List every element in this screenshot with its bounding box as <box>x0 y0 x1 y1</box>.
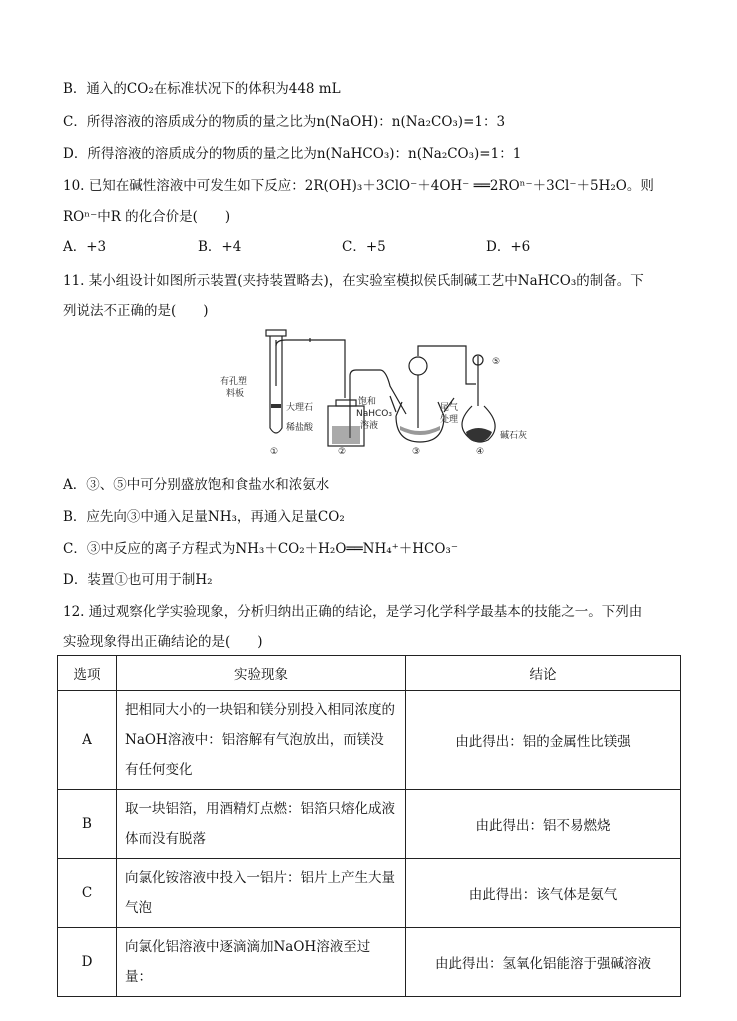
apparatus-diagram <box>210 326 550 462</box>
q9-option-b: B．通入的CO₂在标准状况下的体积为448 mL <box>63 81 341 97</box>
label-sat2: NaHCO₃ <box>356 409 392 419</box>
q10-option-d: D．+6 <box>486 239 531 255</box>
label-acid: 稀盐酸 <box>286 423 314 433</box>
q10-option-a: A．+3 <box>63 239 107 255</box>
q12-stem-line1: 12. 通过观察化学实验现象，分析归纳出正确的结论，是学习化学科学最基本的技能之一。下列由 <box>63 604 643 620</box>
label-sat3: 溶液 <box>360 421 379 431</box>
label-n2: ② <box>338 447 347 457</box>
header-conclusion: 结论 <box>406 656 681 691</box>
table-row <box>58 859 681 928</box>
q11-option-c: C．③中反应的离子方程式为NH₃＋CO₂＋H₂O══NH₄⁺＋HCO₃⁻ <box>63 541 458 557</box>
label-plate: 有孔塑 <box>220 377 248 387</box>
table-row <box>58 928 681 997</box>
row-option: A <box>58 691 117 790</box>
q12-table <box>57 655 681 997</box>
row-conclusion: 由此得出：铝的金属性比镁强 <box>406 691 681 790</box>
q10-stem-line1: 10. 已知在碱性溶液中可发生如下反应：2R(OH)₃＋3ClO⁻＋4OH⁻ ══2ROⁿ⁻＋3Cl⁻＋5H₂O。则 <box>63 178 654 194</box>
row-phenomenon: 把相同大小的一块铝和镁分别投入相同浓度的NaOH溶液中：铝溶解有气泡放出，而镁没有任何变化 <box>117 691 406 790</box>
label-sat1: 饱和 <box>358 397 377 407</box>
q11-option-b: B．应先向③中通入足量NH₃，再通入足量CO₂ <box>63 509 345 525</box>
header-phenomenon: 实验现象 <box>117 656 406 691</box>
label-n5: ⑤ <box>492 357 501 367</box>
table-row <box>58 790 681 859</box>
label-n4: ④ <box>476 447 485 457</box>
q12-stem-line2: 实验现象得出正确结论的是( ) <box>63 634 263 650</box>
q10-stem-line2: ROⁿ⁻中R 的化合价是( ) <box>63 209 231 225</box>
q11-option-d: D．装置①也可用于制H₂ <box>63 572 213 588</box>
row-option: D <box>58 928 117 997</box>
q9-option-d: D．所得溶液的溶质成分的物质的量之比为n(NaHCO₃)：n(Na₂CO₃)=1：1 <box>63 146 522 162</box>
label-n1: ① <box>270 447 279 457</box>
q10-option-c: C．+5 <box>342 239 386 255</box>
label-n3: ③ <box>412 447 421 457</box>
q11-stem-line1: 11. 某小组设计如图所示装置(夹持装置略去)，在实验室模拟侯氏制碱工艺中NaHCO₃的制备。下 <box>63 273 644 289</box>
label-tail2: 处理 <box>440 415 459 425</box>
label-plate2: 料板 <box>226 389 245 399</box>
row-conclusion: 由此得出：铝不易燃烧 <box>406 790 681 859</box>
label-marble: 大理石 <box>286 403 314 413</box>
row-conclusion: 由此得出：氢氧化铝能溶于强碱溶液 <box>406 928 681 997</box>
q9-option-c: C．所得溶液的溶质成分的物质的量之比为n(NaOH)：n(Na₂CO₃)=1：3 <box>63 114 506 130</box>
row-phenomenon: 向氯化铝溶液中逐滴滴加NaOH溶液至过量： <box>117 928 406 997</box>
row-phenomenon: 取一块铝箔，用酒精灯点燃：铝箔只熔化成液体而没有脱落 <box>117 790 406 859</box>
row-option: B <box>58 790 117 859</box>
label-lime: 碱石灰 <box>500 431 528 441</box>
q10-option-b: B．+4 <box>198 239 242 255</box>
header-option: 选项 <box>58 656 117 691</box>
table-row <box>58 691 681 790</box>
label-tail1: 尾气 <box>440 403 459 413</box>
q11-stem-line2: 列说法不正确的是( ) <box>63 303 209 319</box>
row-phenomenon: 向氯化铵溶液中投入一铝片：铝片上产生大量气泡 <box>117 859 406 928</box>
q11-option-a: A．③、⑤中可分别盛放饱和食盐水和浓氨水 <box>63 477 330 493</box>
row-option: C <box>58 859 117 928</box>
row-conclusion: 由此得出：该气体是氨气 <box>406 859 681 928</box>
table-header-row <box>58 656 681 691</box>
